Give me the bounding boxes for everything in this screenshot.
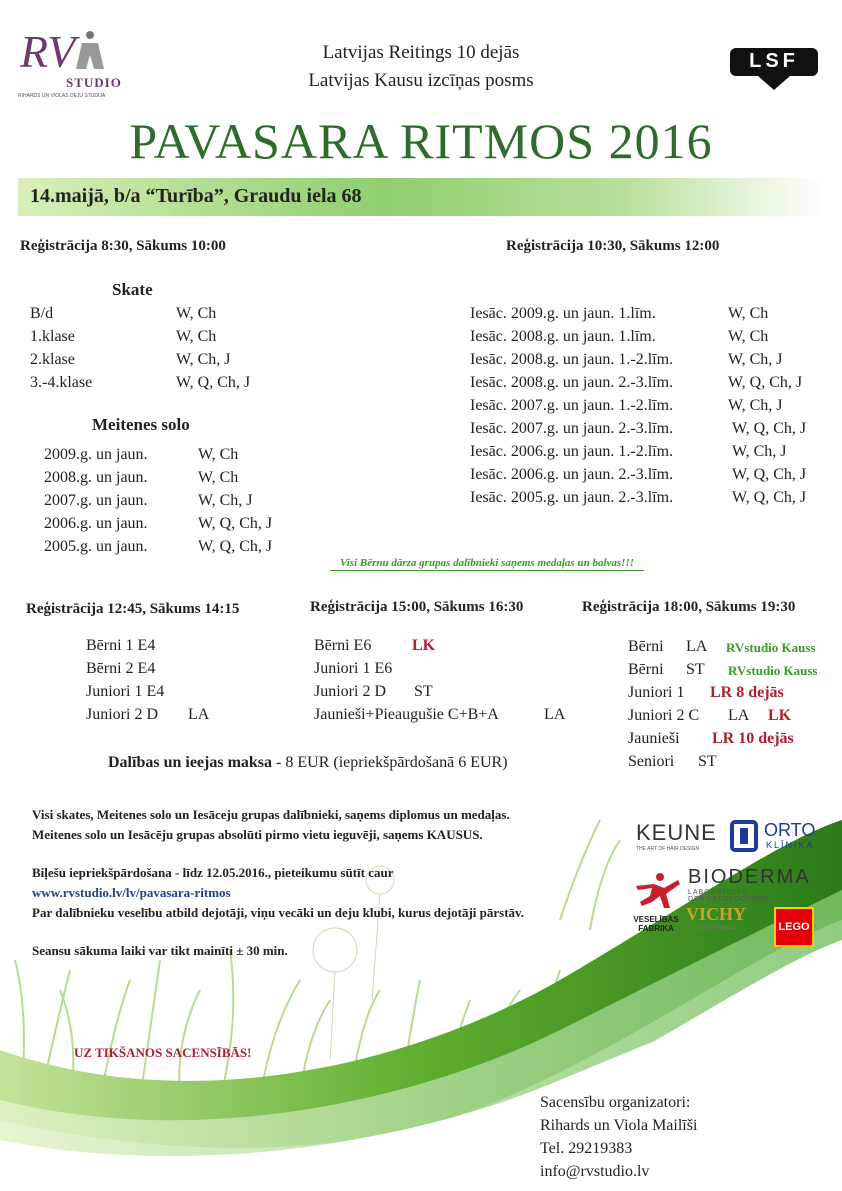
junior-class-name: Juniori 2 D xyxy=(86,706,158,723)
session5-row-dance: ST xyxy=(686,661,705,678)
session5-row-dance: LA xyxy=(728,707,750,724)
session4-row-extra: ST xyxy=(414,683,433,700)
sponsor-vichy[interactable] xyxy=(684,904,748,934)
solo-row-name: 2007.g. un jaun. xyxy=(44,492,148,509)
beginner-row-dances: W, Ch, J xyxy=(728,397,783,414)
organizers-names: Rihards un Viola Mailīši xyxy=(540,1117,698,1134)
bioderma-logo-text: BIODERMA xyxy=(688,866,811,888)
solo-row-dances: W, Q, Ch, J xyxy=(198,538,273,555)
website-link[interactable]: www.rvstudio.lv/lv/pavasara-ritmos xyxy=(32,885,231,900)
session4-row-extra: LA xyxy=(544,706,566,723)
skate-row-dances: W, Q, Ch, J xyxy=(176,374,251,391)
session4-row-name: Juniori 1 E6 xyxy=(314,660,393,677)
beginner-row-name: Iesāc. 2008.g. un jaun. 1.līm. xyxy=(470,328,656,345)
fee-text: - 8 EUR (iepriekšpārdošanā 6 EUR) xyxy=(272,754,508,771)
veselibas-text: VESELĪBAS xyxy=(633,915,679,924)
sponsor-veselibas-fabrika[interactable] xyxy=(630,872,682,932)
beginner-row-name: Iesāc. 2007.g. un jaun. 1.-2.līm. xyxy=(470,397,674,414)
orto-emblem-icon xyxy=(730,820,758,852)
info-line: Par dalībnieku veselību atbild dejotāji, viņu vecāki un deju klubi, kurus dejotāji pārstāv. xyxy=(32,905,525,920)
beginner-row-name: Iesāc. 2007.g. un jaun. 2.-3.līm. xyxy=(470,420,674,437)
session4-row-extra: LK xyxy=(412,637,436,654)
skate-row-name: 2.klase xyxy=(30,351,75,368)
page-title: PAVASARA RITMOS 2016 xyxy=(129,113,713,169)
session4-row-name: Juniori 2 D xyxy=(314,683,386,700)
session5-row-name: Seniori xyxy=(628,753,675,770)
solo-row-dances: W, Ch xyxy=(198,469,239,486)
beginner-row-dances: W, Ch, J xyxy=(732,443,787,460)
skate-title: Skate xyxy=(112,280,153,299)
solo-row-dances: W, Q, Ch, J xyxy=(198,515,273,532)
keune-logo-text: KEUNE xyxy=(636,820,717,845)
session1-header: Reģistrācija 8:30, Sākums 10:00 xyxy=(20,238,226,254)
session5-row-name: Juniori 2 C xyxy=(628,707,700,724)
solo-row-name: 2006.g. un jaun. xyxy=(44,515,148,532)
ldsf-logo-letters: LSF xyxy=(749,50,799,72)
solo-row-name: 2008.g. un jaun. xyxy=(44,469,148,486)
session5-row-extra: LR 10 dejās xyxy=(712,730,794,747)
skate-row-dances: W, Ch, J xyxy=(176,351,231,368)
session3-header: Reģistrācija 12:45, Sākums 14:15 xyxy=(26,601,240,617)
junior-class-row: Bērni 2 E4 xyxy=(86,660,156,677)
date-location-banner xyxy=(18,178,824,216)
organizers-title: Sacensību organizatori: xyxy=(540,1094,691,1111)
beginner-row-dances: W, Ch xyxy=(728,305,769,322)
session5-row-extra: LK xyxy=(768,707,792,724)
beginner-row-dances: W, Ch, J xyxy=(728,351,783,368)
skate-row-name: B/d xyxy=(30,305,54,322)
lego-logo-text: LEGO xyxy=(778,921,810,933)
rv-studio-logo[interactable] xyxy=(18,25,122,105)
rv-logo-studio: STUDIO xyxy=(66,75,122,90)
session4-row-name: Jaunieši+Pieaugušie C+B+A xyxy=(314,706,499,723)
beginner-row-name: Iesāc. 2009.g. un jaun. 1.līm. xyxy=(470,305,656,322)
beginner-row-name: Iesāc. 2008.g. un jaun. 2.-3.līm. xyxy=(470,374,674,391)
solo-row-dances: W, Ch, J xyxy=(198,492,253,509)
bioderma-tagline: LABORATOIRE DERMATOLOGIQUE xyxy=(688,889,769,903)
runner-icon xyxy=(630,872,682,910)
beginner-row-name: Iesāc. 2006.g. un jaun. 1.-2.līm. xyxy=(470,443,674,460)
session5-row-name: Bērni xyxy=(628,638,664,655)
orto-logo-text: ORTO xyxy=(764,820,816,840)
beginner-row-dances: W, Q, Ch, J xyxy=(732,420,807,437)
ldsf-logo[interactable] xyxy=(728,40,820,92)
beginner-row-name: Iesāc. 2008.g. un jaun. 1.-2.līm. xyxy=(470,351,674,368)
organizers-block xyxy=(540,1091,697,1183)
solo-row-dances: W, Ch xyxy=(198,446,239,463)
organizers-email[interactable]: info@rvstudio.lv xyxy=(540,1163,650,1180)
junior-class-dances: LA xyxy=(188,706,210,723)
session5-row-dance: LA xyxy=(686,638,708,655)
beginner-row-name: Iesāc. 2005.g. un jaun. 2.-3.līm. xyxy=(470,489,674,506)
header-line-2: Latvijas Kausu izcīņas posms xyxy=(308,70,534,91)
fabrika-text: FABRIKA xyxy=(638,924,674,933)
sponsor-keune[interactable] xyxy=(636,820,716,856)
junior-class-row: Bērni 1 E4 xyxy=(86,637,156,654)
sponsor-orto[interactable] xyxy=(730,818,822,854)
organizers-phone[interactable]: Tel. 29219383 xyxy=(540,1140,633,1157)
info-line: Biļešu iepriekšpārdošana - līdz 12.05.2016., pieteikumu sūtīt caur xyxy=(32,865,394,880)
session4-header: Reģistrācija 15:00, Sākums 16:30 xyxy=(310,599,524,615)
orto-tagline: KLĪNIKA xyxy=(766,840,815,850)
junior-class-row: Juniori 1 E4 xyxy=(86,683,165,700)
rv-logo-letters: RV xyxy=(20,26,76,77)
fee-label: Dalības un ieejas maksa xyxy=(108,754,273,771)
session5-row-extra: LR 8 dejās xyxy=(710,684,784,701)
solo-title: Meitenes solo xyxy=(92,415,190,434)
header-line-1: Latvijas Reitings 10 dejās xyxy=(322,42,520,63)
banner-text: 14.maijā, b/a “Turība”, Graudu iela 68 xyxy=(30,185,362,207)
fee-line xyxy=(108,754,508,772)
skate-row-name: 1.klase xyxy=(30,328,75,345)
session5-row-dance: ST xyxy=(698,753,717,770)
skate-row-dances: W, Ch xyxy=(176,305,217,322)
session5-row-name: Bērni xyxy=(628,661,664,678)
slogan: UZ TIKŠANOS SACENSĪBĀS! xyxy=(74,1045,252,1060)
beginner-row-dances: W, Q, Ch, J xyxy=(732,489,807,506)
keune-tagline: THE ART OF HAIR DESIGN xyxy=(636,846,700,852)
beginner-row-dances: W, Ch xyxy=(728,328,769,345)
info-line: Visi skates, Meitenes solo un Iesāceju grupas dalībnieki, saņems diplomus un medaļas. xyxy=(32,807,510,822)
info-block xyxy=(32,805,524,961)
session5-row-extra: RVstudio Kauss xyxy=(726,640,816,655)
session2-header: Reģistrācija 10:30, Sākums 12:00 xyxy=(506,238,720,254)
skate-row-name: 3.-4.klase xyxy=(30,374,93,391)
sponsor-bioderma[interactable] xyxy=(688,866,822,903)
session5-row-extra: RVstudio Kauss xyxy=(728,663,818,678)
session4-row-name: Bērni E6 xyxy=(314,637,372,654)
sponsor-lego[interactable] xyxy=(774,907,814,947)
info-line: Meitenes solo un Iesācēju grupas absolūti pirmo vietu ieguvēji, saņems KAUSUS. xyxy=(32,827,483,842)
session5-row-name: Juniori 1 xyxy=(628,684,685,701)
info-line: Seansu sākuma laiki var tikt mainīti ± 30 min. xyxy=(32,943,288,958)
skate-row-dances: W, Ch xyxy=(176,328,217,345)
vichy-tagline: LABORATOIRES xyxy=(696,925,736,931)
vichy-logo-text: VICHY xyxy=(685,904,746,924)
session5-row-name: Jaunieši xyxy=(628,730,680,747)
beginner-row-dances: W, Q, Ch, J xyxy=(732,466,807,483)
kindergarten-note: Visi Bērnu dārza grupas dalībnieki saņems medaļas un balvas!!! xyxy=(330,557,644,571)
solo-row-name: 2009.g. un jaun. xyxy=(44,446,148,463)
beginner-row-name: Iesāc. 2006.g. un jaun. 2.-3.līm. xyxy=(470,466,674,483)
rv-logo-tagline: RIHARDS UN VIOLAS DEJU STUDIJA xyxy=(18,93,106,99)
solo-row-name: 2005.g. un jaun. xyxy=(44,538,148,555)
beginner-row-dances: W, Q, Ch, J xyxy=(728,374,803,391)
session5-header: Reģistrācija 18:00, Sākums 19:30 xyxy=(582,599,796,615)
